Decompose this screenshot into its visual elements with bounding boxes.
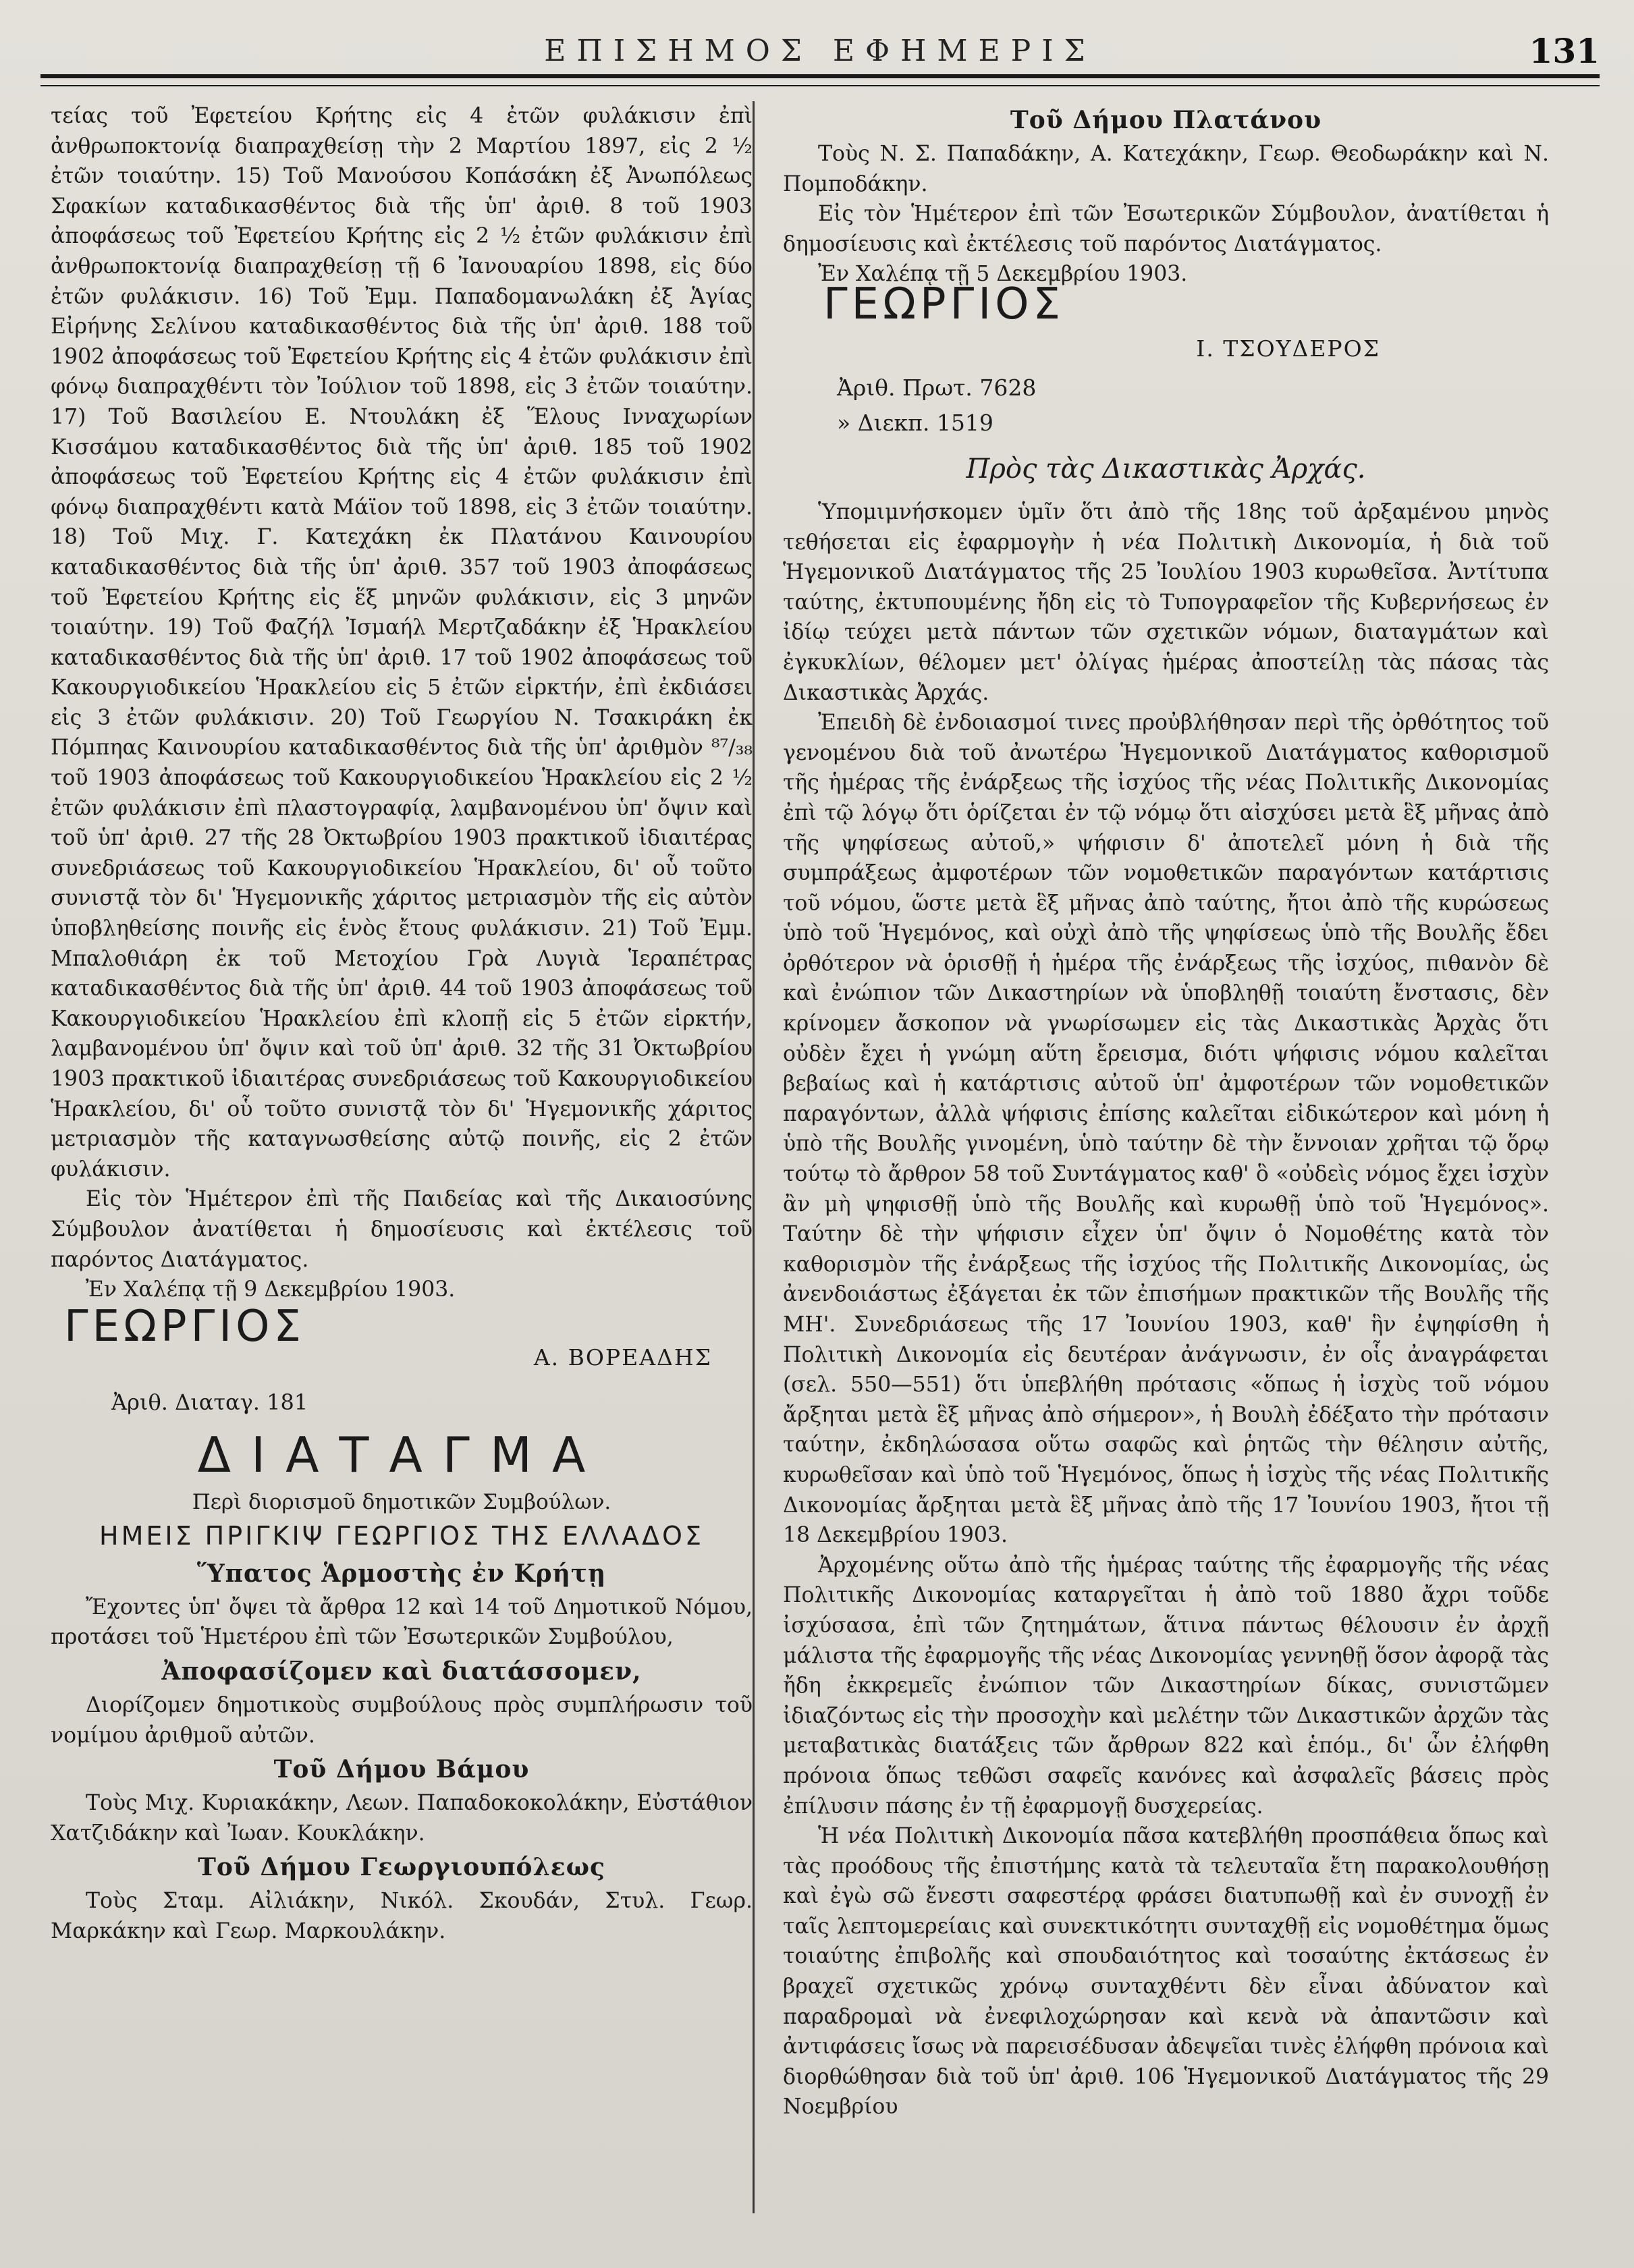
vamos-heading: Τοῦ Δήμου Βάμου <box>273 1755 530 1784</box>
page-number: 131 <box>1529 31 1600 71</box>
dispatch-number: » Διεκπ. 1519 <box>837 409 993 436</box>
high-commissioner-title: Ὕπατος Ἁρμοστὴς ἐν Κρήτῃ <box>196 1559 607 1588</box>
left-execution-clause: Εἰς τὸν Ἡμέτερον ἐπὶ τῆς Παιδείας καὶ τῆς Δικαιοσύνης Σύμβουλον ἀνατίθεται ἡ δημοσίευσις καὶ ἐκτέλεσις τοῦ παρόντος Διατάγματος. <box>51 1187 753 1272</box>
gazette-title: ΕΠΙΣΗΜΟΣ ΕΦΗΜΕΡΙΣ <box>544 34 1096 68</box>
left-column <box>51 101 753 1947</box>
header-rule <box>40 74 1600 86</box>
right-signature-block <box>783 279 1549 370</box>
right-minister-signature: Ι. ΤΣΟΥΔΕΡΟΣ <box>1196 335 1380 362</box>
column-divider <box>753 101 755 2213</box>
right-column <box>783 101 1549 2122</box>
left-minister-signature: Α. ΒΟΡΕΑΔΗΣ <box>533 1344 712 1371</box>
decree-subject: Περὶ διορισμοῦ δημοτικῶν Συμβούλων. <box>192 1489 611 1514</box>
left-signature-block <box>51 1301 753 1386</box>
georgioupoli-heading: Τοῦ Δήμου Γεωργιουπόλεως <box>198 1853 605 1882</box>
left-decree-date: Ἐν Χαλέπᾳ τῇ 9 Δεκεμβρίου 1903. <box>86 1277 456 1302</box>
page-header <box>40 27 1600 81</box>
platanou-heading: Τοῦ Δήμου Πλατάνου <box>1010 106 1322 134</box>
left-king-signature: ΓΕΩΡΓΙΟΣ <box>64 1301 305 1352</box>
prince-title: ΗΜΕΙΣ ΠΡΙΓΚΙΨ ΓΕΩΡΓΙΟΣ ΤΗΣ ΕΛΛΑΔΟΣ <box>99 1520 704 1551</box>
georgioupoli-members: Τοὺς Σταμ. Αἰλιάκην, Νικόλ. Σκουδάν, Στυλ. Γεωρ. Μαρκάκην καὶ Γεωρ. Μαρκουλάκην. <box>51 1889 753 1943</box>
decree-preamble: Ἔχοντες ὑπ' ὄψει τὰ ἄρθρα 12 καὶ 14 τοῦ Δημοτικοῦ Νόμου, προτάσει τοῦ Ἡμετέρου ἐπὶ τῶν Ἐσωτερικῶν Συμβούλου, <box>51 1595 753 1650</box>
right-king-signature: ΓΕΩΡΓΙΟΣ <box>823 279 1064 329</box>
appointment-clause: Διορίζομεν δημοτικοὺς συμβούλους πρὸς συμπλήρωσιν τοῦ νομίμου ἀριθμοῦ αὐτῶν. <box>51 1692 753 1748</box>
circular-paragraph-2: Ἐπειδὴ δὲ ἐνδοιασμοί τινες προὐβλήθησαν περὶ τῆς ὀρθότητος τοῦ γενομένου διὰ τοῦ ἀνωτέρω Ἡγεμονικοῦ Διατάγματος καθορισμοῦ τῆς ἡμέρας τῆς ἐνάρξεως τῆς ἰσχύος τῆς νέας Πολιτικῆς Δικονομίας ἐπὶ τῷ λόγῳ ὅτι ὁρίζεται ἐν τῷ νόμῳ ὅτι αἰσχύσει μετὰ ἓξ μῆνας ἀπὸ τῆς ψηφίσεως αὐτοῦ,» ψήφισιν δ' ἀποτελεῖ μόνη ἡ διὰ τῆς συμπράξεως ἀμφοτέρων τῶν νομοθετικῶν παραγόντων κατάρτισις τοῦ νόμου, ὥστε μετὰ ἓξ μῆνας ἀπὸ ταύτης, ἤτοι ἀπὸ τῆς κυρώσεως ὑπὸ τοῦ Ἡγεμόνος, καὶ οὐχὶ ἀπὸ τῆς ψηφίσεως ὑπὸ τῆς Βουλῆς ἔδει ὀρθότερον νὰ ὁρισθῇ ἡ ἡμέρα τῆς ἐνάρξεως τῆς ἰσχύος, πιθανὸν δὲ καὶ ἐνώπιον τῶν Δικαστηρίων νὰ ὑποβληθῇ τοιαύτη ἔνστασις, δὲν κρίνομεν ἄσκοπον νὰ γνωρίσωμεν εἰς τὰς Δικαστικὰς Ἀρχὰς ὅτι οὐδὲν ἔχει ἡ γνώμη αὕτη ἔρεισμα, διότι ψήφισις νόμου καλεῖται βεβαίως καὶ ἡ κατάρτισις αὐτοῦ ὑπ' ἀμφοτέρων τῶν νομοθετικῶν παραγόντων, ἀλλὰ ψήφισις ἐπίσης καλεῖται εἰδικώτερον καὶ μόνη ἡ ὑπὸ τῆς Βουλῆς γινομένη, ὑπὸ ταύτην δὲ τὴν ἔννοιαν χρῆται τῷ ὅρῳ τούτῳ τὸ ἄρθρον 58 τοῦ Συντάγματος καθ' ὃ «οὐδεὶς νόμος ἔχει ἰσχὺν ἂν μὴ ψηφισθῇ ὑπὸ τῆς Βουλῆς καὶ κυρωθῇ ὑπὸ τοῦ Ἡγεμόνος». Ταύτην δὲ τὴν ψήφισιν εἶχεν ὑπ' ὄψιν ὁ Νομοθέτης κατὰ τὸν καθορισμὸν τῆς ἐνάρξεως τῆς ἰσχύος τῆς Πολιτικῆς Δικονομίας, ὡς ἀνενδοιάστως ἐξάγεται ἐκ τῶν ἐπισήμων πρακτικῶν τῆς Βουλῆς τῆς ΜΗ'. Συνεδριάσεως τῆς 17 Ἰουνίου 1903, καθ' ἣν ἐψηφίσθη ἡ Πολιτικὴ Δικονομία εἰς δευτέραν ἀνάγνωσιν, ἐν οἷς ἀναγράφεται (σελ. 550—551) ὅτι ὑπεβλήθη πρότασις «ὅπως ἡ ἰσχὺς τοῦ νόμου ἄρξηται μετὰ ἓξ μῆνας ἀπὸ σήμερον», ἡ Βουλὴ ἐδέξατο τὴν πρότασιν ταύτην, ἐκδηλώσασα οὕτω σαφῶς καὶ ῥητῶς τὴν θέλησιν αὐτῆς, κυρωθεῖσαν καὶ ὑπὸ τοῦ Ἡγεμόνος, ὅπως ἡ ἰσχὺς τῆς νέας Πολιτικῆς Δικονομίας ἄρξηται μετὰ ἓξ μῆνας ἀπὸ τῆς 17 Ἰουνίου 1903, ἤτοι τῇ 18 Δεκεμβρίου 1903. <box>783 711 1549 1548</box>
left-decree-ref: Ἀριθ. Διαταγ. 181 <box>111 1389 308 1415</box>
circular-title: Πρὸς τὰς Δικαστικὰς Ἀρχάς. <box>966 453 1366 485</box>
decide-formula: Ἀποφασίζομεν καὶ διατάσσομεν, <box>161 1657 642 1686</box>
left-pardons-text: τείας τοῦ Ἐφετείου Κρήτης εἰς 4 ἐτῶν φυλάκισιν ἐπὶ ἀνθρωποκτονίᾳ διαπραχθείσῃ τὴν 2 Μαρτίου 1897, εἰς 2 ½ ἐτῶν τοιαύτην. 15) Τοῦ Μανούσου Κοπάσάκη ἐξ Ἀνωπόλεως Σφακίων καταδικασθέντος διὰ τῆς ὑπ' ἀριθ. 8 τοῦ 1903 ἀποφάσεως τοῦ Ἐφετείου Κρήτης εἰς 2 ½ ἐτῶν φυλάκισιν ἐπὶ ἀνθρωποκτονίᾳ διαπραχθείσῃ τῇ 6 Ἰανουαρίου 1898, εἰς δύο ἐτῶν φυλάκισιν. 16) Τοῦ Ἐμμ. Παπαδομανωλάκη ἐξ Ἁγίας Εἰρήνης Σελίνου καταδικασθέντος διὰ τῆς ὑπ' ἀριθ. 188 τοῦ 1902 ἀποφάσεως τοῦ Ἐφετείου Κρήτης εἰς 4 ἐτῶν φυλάκισιν ἐπὶ φόνῳ διαπραχθέντι τὸν Ἰούλιον τοῦ 1898, εἰς 3 ἐτῶν τοιαύτην. 17) Τοῦ Βασιλείου Ε. Ντουλάκη ἐξ Ἕλους Ινναχωρίων Κισσάμου καταδικασθέντος διὰ τῆς ὑπ' ἀριθ. 185 τοῦ 1902 ἀποφάσεως τοῦ Ἐφετείου Κρήτης εἰς 4 ἐτῶν φυλάκισιν ἐπὶ φόνῳ διαπραχθέντι κατὰ Μάϊον τοῦ 1898, εἰς 3 ἐτῶν τοιαύτην. 18) Τοῦ Μιχ. Γ. Κατεχάκη ἐκ Πλατάνου Καινουρίου καταδικασθέντος διὰ τῆς ὑπ' ἀριθ. 357 τοῦ 1903 ἀποφάσεως τοῦ Ἐφετείου Κρήτης εἰς ἕξ μηνῶν φυλάκισιν, εἰς 3 μηνῶν τοιαύτην. 19) Τοῦ Φαζήλ Ἰσμαήλ Μερτζαδάκην ἐξ Ἡρακλείου καταδικασθέντος διὰ τῆς ὑπ' ἀριθ. 17 τοῦ 1902 ἀποφάσεως τοῦ Κακουργιοδικείου Ἡρακλείου εἰς 5 ἐτῶν εἱρκτήν, ἐπὶ ἐκδιάσει εἰς 3 ἐτῶν φυλάκισιν. 20) Τοῦ Γεωργίου Ν. Τσακιράκη ἐκ Πόμπηας Καινουρίου καταδικασθέντος διὰ τῆς ὑπ' ἀριθμὸν ⁸⁷/₃₈ τοῦ 1903 ἀποφάσεως τοῦ Κακουργιοδικείου Ἡρακλείου εἰς 2 ½ ἐτῶν φυλάκισιν ἐπὶ πλαστογραφίᾳ, λαμβανομένου ὑπ' ὄψιν καὶ τοῦ ὑπ' ἀριθ. 27 τῆς 28 Ὀκτωβρίου 1903 πρακτικοῦ ἰδιαιτέρας συνεδριάσεως τοῦ Κακουργιοδικείου Ἡρακλείου, δι' οὗ τοῦτο συνιστᾷ τὸν δι' Ἡγεμονικῆς χάριτος μετριασμὸν τῆς εἰς αὐτὸν ὑποβληθείσης ποινῆς εἰς ἑνὸς ἔτους φυλάκισιν. 21) Τοῦ Ἐμμ. Μπαλοθιάρη ἐκ τοῦ Μετοχίου Γρὰ Λυγιὰ Ἱεραπέτρας καταδικασθέντος διὰ τῆς ὑπ' ἀριθ. 44 τοῦ 1903 ἀποφάσεως τοῦ Κακουργιοδικείου Ἡρακλείου ἐπὶ κλοπῇ εἰς 5 ἐτῶν εἱρκτήν, λαμβανομένου ὑπ' ὄψιν καὶ τοῦ ὑπ' ἀριθ. 32 τῆς 31 Ὀκτωβρίου 1903 πρακτικοῦ ἰδιαιτέρας συνεδριάσεως τοῦ Κακουργιοδικείου Ἡρακλείου, δι' οὗ τοῦτο συνιστᾷ τὸν δι' Ἡγεμονικῆς χάριτος μετριασμὸν τῆς καταγνωσθείσης αὐτῷ ποινῆς, εἰς 2 ἐτῶν φυλάκισιν. <box>51 104 753 1182</box>
protocol-number: Ἀριθ. Πρωτ. 7628 <box>837 374 1037 401</box>
circular-paragraph-1: Ὑπομιμνήσκομεν ὑμῖν ὅτι ἀπὸ τῆς 18ης τοῦ ἀρξαμένου μηνὸς τεθήσεται εἰς ἐφαρμογὴν ἡ νέα Πολιτικὴ Δικονομία, ἡ διὰ τοῦ Ἡγεμονικοῦ Διατάγματος τῆς 25 Ἰουλίου 1903 κυρωθεῖσα. Ἀντίτυπα ταύτης, ἐκτυπουμένης ἤδη εἰς τὸ Τυπογραφεῖον τῆς Κυβερνήσεως ἐν ἰδίῳ τεύχει μετὰ πάντων τῶν σχετικῶν νόμων, διαταγμάτων καὶ ἐγκυκλίων, θέλομεν μετ' ὀλίγας ἡμέρας ἀποστείλῃ τὰς πάσας τὰς Δικαστικὰς Ἀρχάς. <box>783 499 1549 705</box>
decree-heading: ΔΙΑΤΑΓΜΑ <box>197 1426 606 1483</box>
vamos-members: Τοὺς Μιχ. Κυριακάκην, Λεων. Παπαδοκοκολάκην, Εὐστάθιον Χατζιδάκην καὶ Ἰωαν. Κουκλάκην. <box>51 1791 753 1846</box>
right-execution-clause: Εἰς τὸν Ἡμέτερον ἐπὶ τῶν Ἐσωτερικῶν Σύμβουλον, ἀνατίθεται ἡ δημοσίευσις καὶ ἐκτέλεσις τοῦ παρόντος Διατάγματος. <box>783 202 1549 256</box>
circular-paragraph-4: Ἡ νέα Πολιτικὴ Δικονομία πᾶσα κατεβλήθη προσπάθεια ὅπως καὶ τὰς προόδους τῆς ἐπιστήμης κατὰ τὰ τελευταῖα ἔτη παρακολουθήσῃ καὶ ἐγὼ σῶ ἔνεστι σαφεστέρᾳ φράσει διατυπωθῇ καὶ ἐν συνοχῇ ἐν ταῖς λεπτομερείαις καὶ συνεκτικότητι συνταχθῇ εἰς νομοθέτημα ὅμως τοιαύτης ἐπιβολῆς καὶ σπουδαιότητος καὶ τοσαύτης ἐκτάσεως ἐν βραχεῖ σχετικῶς χρόνῳ συνταχθέντι δὲν εἶναι ἀδύνατον καὶ παραδρομαὶ νὰ ἐνεφιλοχώρησαν καὶ κενὰ νὰ ἀπαντῶσιν καὶ ἀντιφάσεις ἴσως νὰ παρεισέδυσαν ἀδεψεῖαι τινὲς ἐλήφθη πρόνοια καὶ διορθώθησαν διὰ τοῦ ὑπ' ἀριθ. 106 Ἡγεμονικοῦ Διατάγματος τῆς 29 Νοεμβρίου <box>783 1824 1549 2120</box>
circular-paragraph-3: Ἀρχομένης οὕτω ἀπὸ τῆς ἡμέρας ταύτης τῆς ἐφαρμογῆς τῆς νέας Πολιτικῆς Δικονομίας καταργεῖται ἡ ἀπὸ τοῦ 1880 ἄχρι τοῦδε ἰσχύσασα, ἐπὶ τῶν ζητημάτων, ἅτινα πάντως θέλουσιν ἐν ἀρχῇ μάλιστα τῆς ἐφαρμογῆς τῆς νέας Δικονομίας γεννηθῇ ὅσον ἀφορᾷ τὰς ἤδη ἐκκρεμεῖς ἐνώπιον τῶν Δικαστηρίων δίκας, συνιστῶμεν ἰδιαζόντως εἰς τὴν προσοχὴν καὶ μελέτην τῶν Δικαστικῶν ἀρχῶν τὰς μεταβατικὰς διατάξεις τῶν ἄρθρων 822 καὶ ἑπόμ., δι' ὧν ἐλήφθη πρόνοια ὅπως τεθῶσι σαφεῖς κανόνες καὶ ἀσφαλεῖς βάσεις πρὸς ἐπίλυσιν πάσης ἐν τῇ ἐφαρμογῇ δυσχερείας. <box>783 1553 1549 1819</box>
right-decree-date: Ἐν Χαλέπᾳ τῇ 5 Δεκεμβρίου 1903. <box>818 262 1188 287</box>
platanou-members: Τοὺς Ν. Σ. Παπαδάκην, Α. Κατεχάκην, Γεωρ. Θεοδωράκην καὶ Ν. Πομποδάκην. <box>783 142 1549 196</box>
